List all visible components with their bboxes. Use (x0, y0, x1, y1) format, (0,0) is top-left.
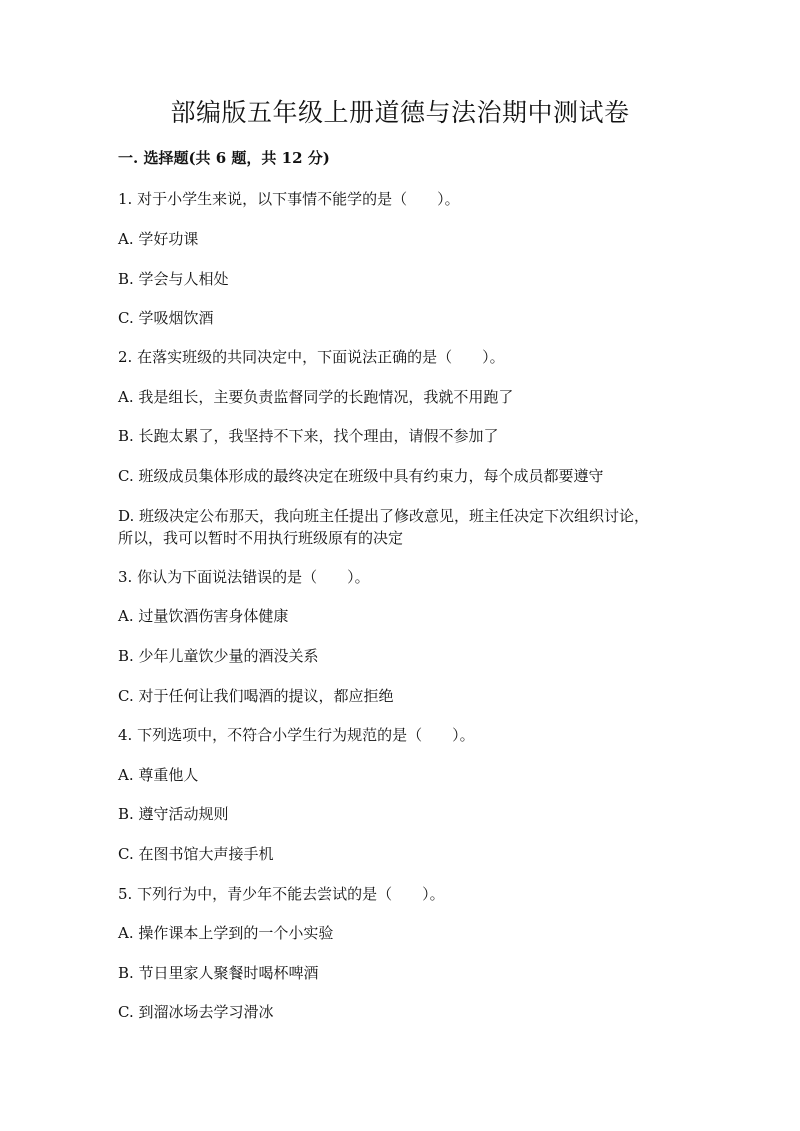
question-3-option-a: A. 过量饮酒伤害身体健康 (118, 607, 289, 625)
question-2-option-b: B. 长跑太累了，我坚持不下来，找个理由，请假不参加了 (118, 427, 499, 445)
question-3-option-b: B. 少年儿童饮少量的酒没关系 (118, 647, 319, 665)
question-stem-2: 2. 在落实班级的共同决定中，下面说法正确的是（ ）。 (118, 348, 505, 366)
question-5-option-b: B. 节日里家人聚餐时喝杯啤酒 (118, 964, 319, 982)
question-4-option-c: C. 在图书馆大声接手机 (118, 845, 274, 863)
question-stem-1: 1. 对于小学生来说，以下事情不能学的是（ ）。 (118, 190, 460, 208)
question-3-option-c: C. 对于任何让我们喝酒的提议，都应拒绝 (118, 687, 394, 705)
question-5-option-c: C. 到溜冰场去学习滑冰 (118, 1003, 274, 1021)
section-heading: 一. 选择题(共 6 题，共 12 分) (118, 149, 330, 167)
question-4-option-b: B. 遵守活动规则 (118, 805, 229, 823)
question-2-option-d: D. 班级决定公布那天，我向班主任提出了修改意见，班主任决定下次组织讨论，所以，我可以暂时不用执行班级原有的决定 (118, 507, 650, 547)
question-2-option-a: A. 我是组长，主要负责监督同学的长跑情况，我就不用跑了 (118, 388, 514, 406)
page-title: 部编版五年级上册道德与法治期中测试卷 (170, 98, 630, 127)
question-stem-4: 4. 下列选项中，不符合小学生行为规范的是（ ）。 (118, 726, 475, 744)
question-stem-3: 3. 你认为下面说法错误的是（ ）。 (118, 568, 370, 586)
question-4-option-a: A. 尊重他人 (118, 766, 199, 784)
question-1-option-b: B. 学会与人相处 (118, 270, 229, 288)
question-1-option-c: C. 学吸烟饮酒 (118, 309, 214, 327)
question-stem-5: 5. 下列行为中，青少年不能去尝试的是（ ）。 (118, 885, 445, 903)
question-2-option-c: C. 班级成员集体形成的最终决定在班级中具有约束力，每个成员都要遵守 (118, 467, 604, 485)
question-5-option-a: A. 操作课本上学到的一个小实验 (118, 924, 334, 942)
question-1-option-a: A. 学好功课 (118, 230, 199, 248)
